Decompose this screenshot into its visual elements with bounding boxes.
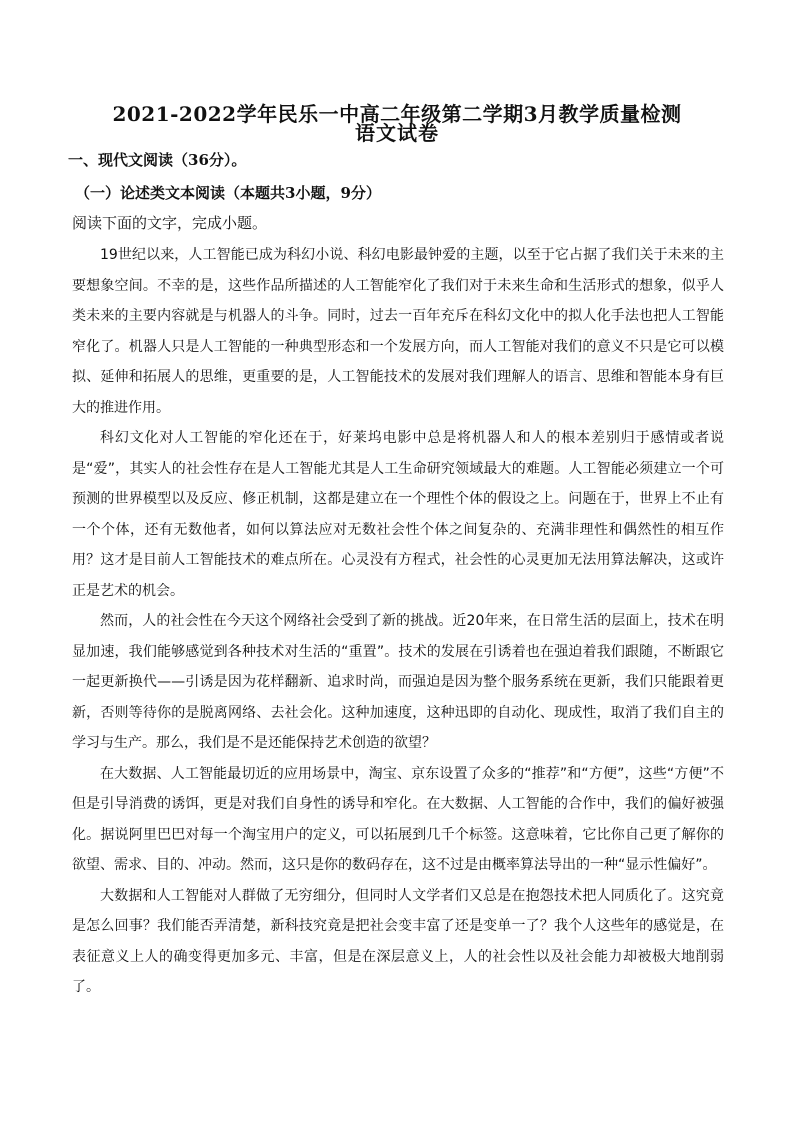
subsection-heading: （一）论述类文本阅读（本题共3小题，9分）	[75, 184, 381, 202]
passage-paragraph-4: 在大数据、人工智能最切近的应用场景中，淘宝、京东设置了众多的“推荐”和“方便”，这些“方便”不但是引导消费的诱饵，更是对我们自身性的诱导和窄化。在大数据、人工智能的合作中，我们的偏好被强化。据说阿里巴巴对每一个淘宝用户的定义，可以拓展到几千个标签。这意味着，它比你自己更了解你的欲望、需求、目的、冲动。然而，这只是你的数码存在，这不过是由概率算法导出的一种“显示性偏好”。	[72, 765, 724, 873]
passage-paragraph-3: 然而，人的社会性在今天这个网络社会受到了新的挑战。近20年来，在日常生活的层面上，技术在明显加速，我们能够感觉到各种技术对生活的“重置”。技术的发展在引诱着也在强迫着我们跟随，不断跟它一起更新换代——引诱是因为花样翻新、追求时尚，而强迫是因为整个服务系统在更新，我们只能跟着更新，否则等待你的是脱离网络、去社会化。这种加速度，这种迅即的自动化、现成性，取消了我们自主的学习与生产。那么，我们是不是还能保持艺术创造的欲望？	[72, 613, 724, 751]
section-heading: 一、现代文阅读（36分）。	[68, 151, 247, 169]
reading-passage	[72, 240, 724, 1003]
reading-instruction: 阅读下面的文字，完成小题。	[72, 214, 268, 232]
passage-paragraph-5: 大数据和人工智能对人群做了无穷细分，但同时人文学者们又总是在抱怨技术把人同质化了。这究竟是怎么回事？我们能否弄清楚，新科技究竟是把社会变丰富了还是变单一了？我个人这些年的感觉是，在表征意义上人的确变得更加多元、丰富，但是在深层意义上，人的社会性以及社会能力却被极大地削弱了。	[72, 887, 724, 995]
passage-paragraph-1: 19世纪以来，人工智能已成为科幻小说、科幻电影最钟爱的主题，以至于它占据了我们关于未来的主要想象空间。不幸的是，这些作品所描述的人工智能窄化了我们对于未来生命和生活形式的想象，似乎人类未来的主要内容就是与机器人的斗争。同时，过去一百年充斥在科幻文化中的拟人化手法也把人工智能窄化了。机器人只是人工智能的一种典型形态和一个发展方向，而人工智能对我们的意义不只是它可以模拟、延伸和拓展人的思维，更重要的是，人工智能技术的发展对我们理解人的语言、思维和智能本身有巨大的推进作用。	[72, 247, 724, 416]
exam-title: 2021-2022学年民乐一中高二年级第二学期3月教学质量检测	[112, 102, 682, 126]
exam-subtitle: 语文试卷	[355, 121, 439, 145]
passage-paragraph-2: 科幻文化对人工智能的窄化还在于，好莱坞电影中总是将机器人和人的根本差别归于感情或者说是“爱”，其实人的社会性存在是人工智能尤其是人工生命研究领域最大的难题。人工智能必须建立一个可预测的世界模型以及反应、修正机制，这都是建立在一个理性个体的假设之上。问题在于，世界上不止有一个个体，还有无数他者，如何以算法应对无数社会性个体之间复杂的、充满非理性和偶然性的相互作用？这才是目前人工智能技术的难点所在。心灵没有方程式，社会性的心灵更加无法用算法解决，这或许正是艺术的机会。	[72, 430, 724, 599]
